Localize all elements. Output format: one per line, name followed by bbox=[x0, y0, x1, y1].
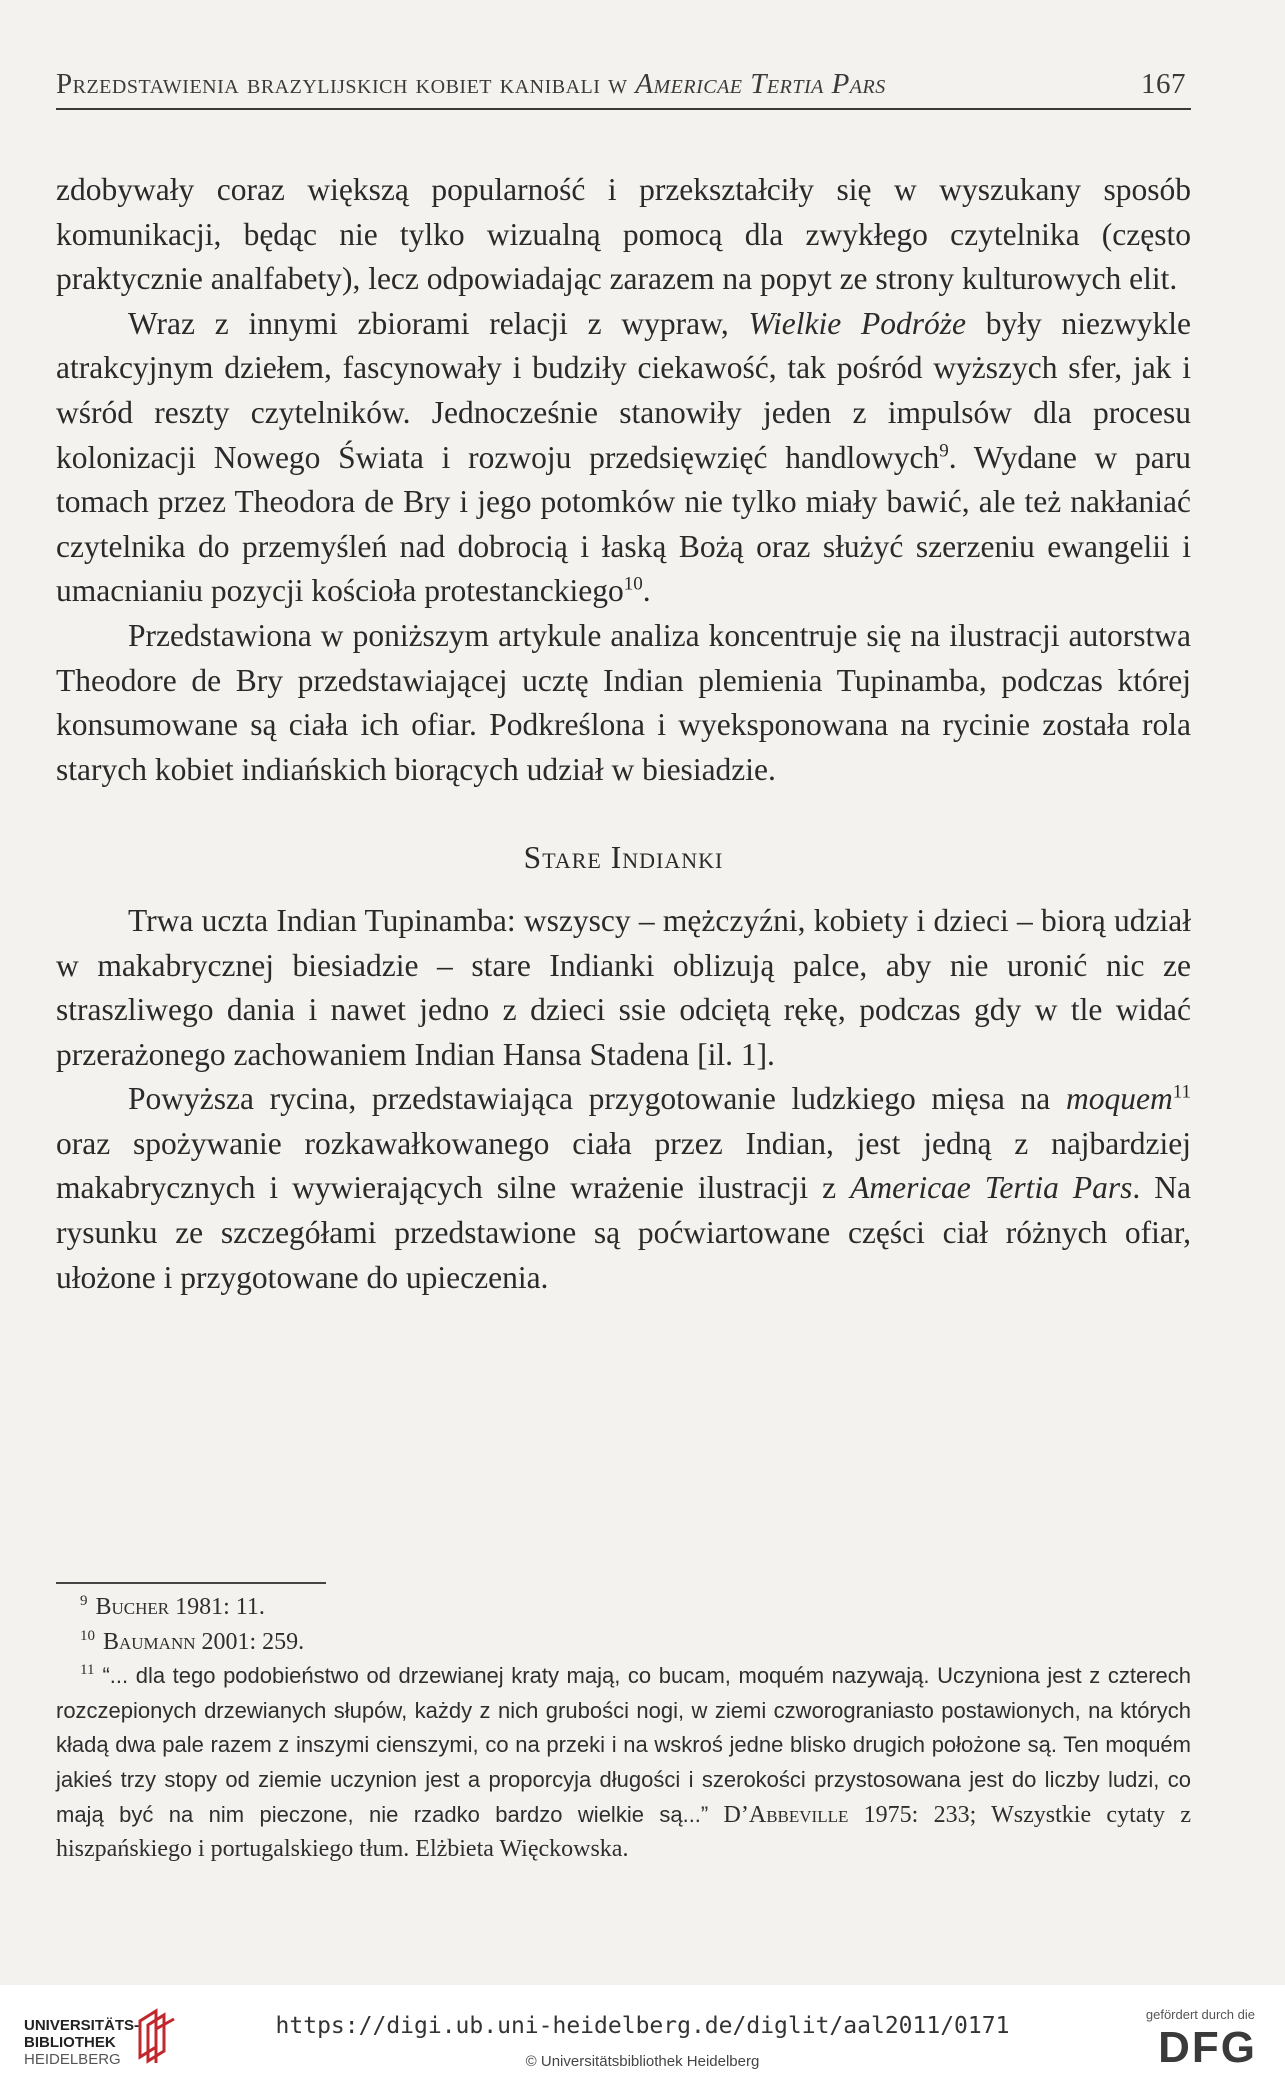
footnote-ref-9[interactable]: 9 bbox=[939, 440, 949, 462]
copyright-text: © Universitätsbibliothek Heidelberg bbox=[525, 2053, 760, 2070]
funded-by-text: gefördert durch die bbox=[1145, 2007, 1255, 2022]
footnote-10: $^{10}$ Baumann 2001: 259. bbox=[80, 1627, 305, 1655]
running-head-title: Przedstawienia brazylijskich kobiet kanibali w Americae Tertia Pars bbox=[56, 68, 886, 100]
section-heading: Stare Indianki bbox=[523, 840, 724, 876]
paragraph-2: Wraz z innymi zbiorami relacji z wypraw, Wielkie Podróże były niezwykle atrakcyjnym dziełem, fascynowały i budziły ciekawość, tak pośród wyższych sfer, jak i wśród reszty czytelników. Jednocześnie stanowiły jeden z impulsów dla procesu kolonizacji Nowego Świata i rozwoju przedsięwzięć handlowych$^9$. Wydane w paru tomach przez Theodora de Bry i jego potomków nie tylko miały bawić, ale też nakłaniać czytelnika do przemyśleń nad dobrocią i łaską Bożą oraz służyć szerzeniu ewangelii i umacnianiu pozycji kościoła protestanckiego$^{10}$. bbox=[56, 305, 1192, 609]
paragraph-5: Powyższa rycina, przedstawiająca przygotowanie ludzkiego mięsa na moquem$^{11}$ oraz spożywanie rozkawałkowanego ciała przez Indian, jest jedną z najbardziej makabrycznych i wywierających silne wrażenie ilustracji z Americae Tertia Pars. Na rysunku ze szczegółami przedstawione są poćwiartowane części ciał różnych ofiar, ułożone i przygotowane do upieczenia. bbox=[56, 1081, 1192, 1295]
body-text bbox=[56, 168, 1191, 1300]
digitization-footer bbox=[0, 1985, 1285, 2089]
paragraph-3: Przedstawiona w poniższym artykule analiza koncentruje się na ilustracji autorstwa Theodore de Bry przedstawiającej ucztę Indian plemienia Tupinamba, podczas której konsumowane są ciała ich ofiar. Podkreślona i wyeksponowana na rycinie została rola starych kobiet indiańskich biorących udział w biesiadzie. bbox=[56, 617, 1191, 787]
dfg-logo[interactable]: DFG bbox=[1158, 2023, 1257, 2072]
paragraph-4: Trwa uczta Indian Tupinamba: wszyscy – mężczyźni, kobiety i dzieci – biorą udział w makabrycznej biesiadzie – stare Indianki oblizują palce, aby nie uronić nic ze straszliwego dania i nawet jedno z dzieci ssie odciętą rękę, podczas gdy w tle widać przerażonego zachowaniem Indian Hansa Stadena [il. 1]. bbox=[56, 902, 1191, 1072]
running-head bbox=[56, 68, 1186, 101]
footnote-11: $^{11}$ “... dla tego podobieństwo od drzewianej kraty mają, co bucam, moquém nazywają. Uczyniona jest z czterech rozczepionych drzewianych słupów, każdy z nich grubości nogi, w ziemi czworograniasto postawionych, na których kładą dwa pale razem z inszymi cienszymi, co na przeki i na wskroś jedne blisko drugich położone są. Ten moquém jakieś trzy stopy od ziemie uczynion jest a proporcyja długości i szerokości przystosowana jest do liczby ludzi, co mają być na nim pieczone, nie rzadko bardzo wielkie są...” D’Abbeville 1975: 233; Wszystkie cytaty z hiszpańskiego i portugalskiego tłum. Elżbieta Więckowska. bbox=[56, 1662, 1192, 1863]
footnote-ref-11[interactable]: 11 bbox=[1172, 1081, 1191, 1103]
footnote-9: $^9$ Bucher 1981: 11. bbox=[80, 1593, 265, 1620]
header-rule bbox=[56, 108, 1191, 110]
paragraph-1: zdobywały coraz większą popularność i przekształciły się w wyszukany sposób komunikacji, będąc nie tylko wizualną pomocą dla zwykłego czytelnika (często praktycznie analfabety), lecz odpowiadając zarazem na popyt ze strony kulturowych elit. bbox=[56, 172, 1191, 297]
page-number: 167 bbox=[1141, 68, 1186, 100]
footnote-rule bbox=[56, 1582, 326, 1584]
source-url-link[interactable]: https://digi.ub.uni-heidelberg.de/diglit/aal2011/0171 bbox=[275, 2013, 1010, 2039]
library-logo-text[interactable]: UNIVERSITÄTS- BIBLIOTHEK HEIDELBERG bbox=[24, 2017, 140, 2068]
footnote-ref-10[interactable]: 10 bbox=[623, 573, 643, 595]
footnotes bbox=[56, 1590, 1191, 1867]
